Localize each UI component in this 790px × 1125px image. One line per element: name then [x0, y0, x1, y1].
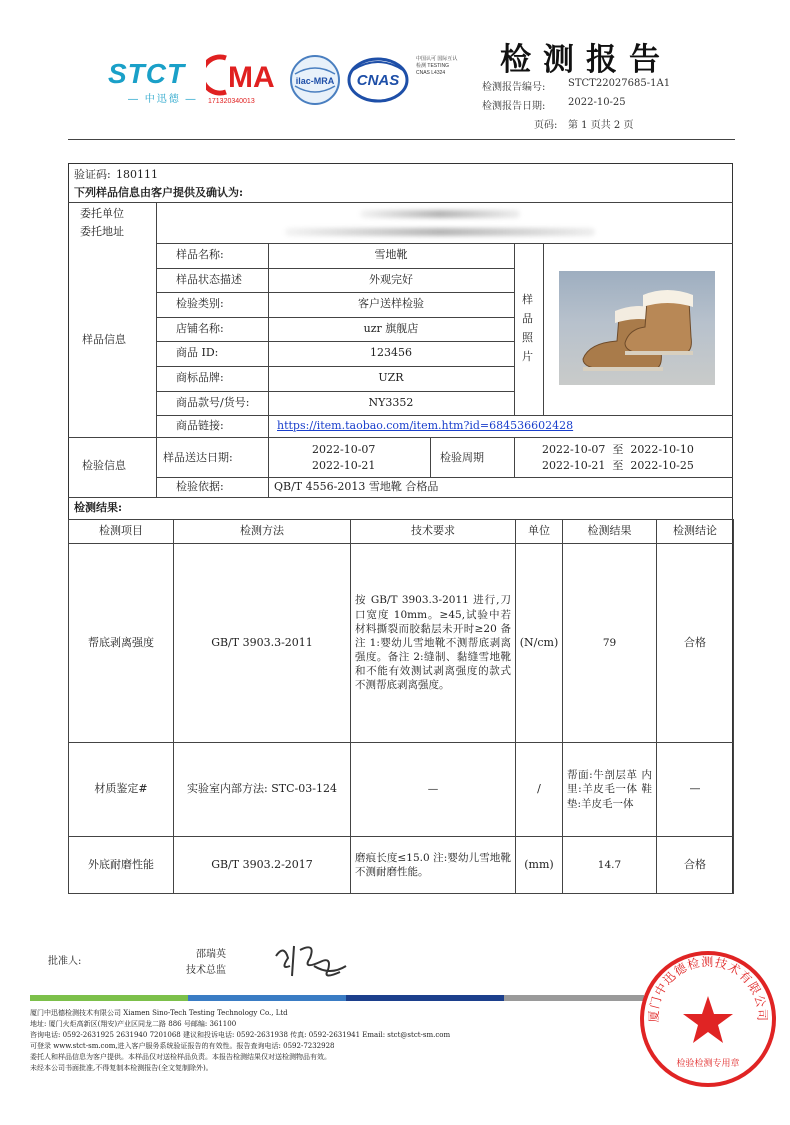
- results-cell-unit: /: [515, 742, 563, 837]
- divider: [68, 497, 733, 498]
- basis-value: QB/T 4556-2013 雪地靴 合格品: [274, 480, 439, 493]
- sample-field-label: 商标品牌:: [176, 371, 224, 384]
- footer-line: 未经本公司书面批准,不得复制本检测报告(全文复制除外)。: [30, 1064, 213, 1072]
- snow-boot-image: [559, 271, 715, 385]
- svg-text:检验检测专用章: 检验检测专用章: [676, 1059, 740, 1069]
- results-cell-result: 79: [562, 543, 657, 743]
- divider: [156, 391, 514, 392]
- report-title: 检测报告: [500, 42, 672, 78]
- results-header-cell: 单位: [515, 519, 563, 544]
- period-label: 检验周期: [440, 451, 484, 464]
- results-cell-requirement: 磨痕长度≤15.0 注:婴幼儿雪地靴不测耐磨性能。: [350, 836, 516, 894]
- sample-field-value: 外观完好: [369, 272, 413, 286]
- divider: [156, 202, 157, 437]
- page-label: 页码:: [534, 120, 558, 131]
- footer-line: 厦门中迅德检测技术有限公司 Xiamen Sino-Tech Testing Technology Co., Ltd: [30, 1009, 288, 1017]
- results-header-cell: 检测结论: [656, 519, 734, 544]
- divider: [156, 292, 514, 293]
- results-cell-item: 外底耐磨性能: [68, 836, 174, 894]
- divider: [514, 437, 515, 477]
- sample-field-label: 样品状态描述: [176, 272, 242, 286]
- report-no: STCT22027685-1A1: [568, 78, 671, 89]
- divider: [156, 317, 514, 318]
- results-header-cell: 检测项目: [68, 519, 174, 544]
- divider: [68, 202, 733, 203]
- footer-bar-gray: [504, 995, 644, 1001]
- sample-field-label: 商品 ID:: [176, 346, 219, 360]
- results-header-cell: 检测方法: [173, 519, 351, 544]
- divider: [156, 366, 514, 367]
- footer-bar-green: [30, 995, 188, 1001]
- results-cell-unit: (N/cm): [515, 543, 563, 743]
- sample-field-label: 店铺名称:: [176, 321, 224, 335]
- divider: [156, 268, 514, 269]
- period-1: 2022-10-07 至 2022-10-10: [542, 443, 694, 456]
- results-cell-requirement: 按 GB/T 3903.3-2011 进行,刀口宽度 10mm。≥45,试验中若材料撕裂而胶黏层未开时≥20 备注 1:婴幼儿雪地靴不测帮底剥离强度。备注 2:缝制、黏缝雪地靴和不能有效测试剥离强度的款式不测帮底剥离强度。: [350, 543, 516, 743]
- divider: [156, 477, 733, 478]
- send-date-1: 2022-10-07: [312, 443, 376, 456]
- divider: [156, 243, 733, 244]
- sample-info-label: 样品信息: [82, 333, 126, 346]
- divider: [156, 341, 514, 342]
- redacted-client-unit: [360, 210, 520, 218]
- results-cell-result: 14.7: [562, 836, 657, 894]
- results-cell-conclusion: —: [656, 742, 734, 837]
- period-2: 2022-10-21 至 2022-10-25: [542, 459, 694, 472]
- sample-field-value: 雪地靴: [374, 248, 408, 261]
- report-date: 2022-10-25: [568, 97, 626, 108]
- sample-field-value: uzr 旗舰店: [363, 321, 419, 335]
- results-header-cell: 检测结果: [562, 519, 657, 544]
- svg-text:ilac-MRA: ilac-MRA: [295, 76, 335, 86]
- section-sample-info-title: 下列样品信息由客户提供及确认为:: [74, 186, 244, 199]
- official-seal: [637, 948, 779, 1090]
- handwritten-signature: [270, 936, 350, 984]
- svg-text:厦门中迅德检测技术有限公司: 厦门中迅德检测技术有限公司: [646, 955, 770, 1023]
- sample-field-label: 样品名称:: [176, 248, 224, 261]
- client-address-label: 委托地址: [80, 225, 124, 238]
- results-cell-item: 材质鉴定#: [68, 742, 174, 837]
- results-cell-conclusion: 合格: [656, 836, 734, 894]
- results-cell-method: GB/T 3903.3-2011: [173, 543, 351, 743]
- send-date-label: 样品送达日期:: [163, 451, 233, 464]
- page-value: 第 1 页共 2 页: [568, 120, 634, 131]
- sample-photo: [559, 271, 715, 385]
- report-no-label: 检测报告编号:: [482, 82, 546, 93]
- inspection-info-label: 检验信息: [82, 459, 126, 472]
- approver-role: 技术总监: [186, 965, 226, 976]
- cma-number: 171320340013: [208, 98, 255, 105]
- sample-field-label: 检验类别:: [176, 297, 224, 311]
- cnas-testing-caption: 中国认可 国际互认 检测 TESTING CNAS L4324: [416, 56, 458, 76]
- sample-field-value: 客户送样检验: [358, 297, 424, 311]
- sample-field-value: NY3352: [368, 395, 414, 409]
- results-cell-method: 实验室内部方法: STC-03-124: [173, 742, 351, 837]
- divider: [268, 437, 269, 477]
- client-unit-label: 委托单位: [80, 207, 124, 220]
- verify-label: 验证码:: [74, 168, 111, 181]
- svg-text:CNAS: CNAS: [356, 72, 400, 89]
- sample-photo-label: 样品照片: [522, 293, 533, 363]
- divider: [543, 243, 544, 415]
- cma-logo: [206, 54, 280, 96]
- send-date-2: 2022-10-21: [312, 459, 376, 472]
- stct-logo-subtitle: — 中迅德 —: [128, 94, 198, 105]
- redacted-client-address: [285, 228, 595, 236]
- results-cell-unit: (mm): [515, 836, 563, 894]
- divider: [430, 437, 431, 477]
- sample-field-value: UZR: [378, 371, 404, 384]
- basis-label: 检验依据:: [176, 480, 224, 493]
- divider: [156, 415, 733, 416]
- divider: [268, 477, 269, 497]
- footer-line: 可登录 www.stct-sm.com,进入客户服务系统验证报告的有效性。报告查询电话: 0592-7232928: [30, 1042, 335, 1050]
- report-date-label: 检测报告日期:: [482, 101, 546, 112]
- sample-field-label: 商品款号/货号:: [176, 395, 250, 409]
- results-cell-result: 帮面:牛剖层革 内里:羊皮毛一体 鞋垫:羊皮毛一体: [562, 742, 657, 837]
- svg-text:MA: MA: [228, 61, 275, 94]
- footer-line: 咨询电话: 0592-2631925 2631940 7201068 建议和投诉电话: 0592-2631938 传真: 0592-2631941 Email: stct@stct-sm.com: [30, 1031, 451, 1039]
- results-cell-conclusion: 合格: [656, 543, 734, 743]
- footer-bar-blue: [188, 995, 346, 1001]
- ilac-mra-logo: [289, 54, 341, 106]
- results-header-cell: 技术要求: [350, 519, 516, 544]
- approver-label: 批准人:: [48, 956, 82, 967]
- results-cell-item: 帮底剥离强度: [68, 543, 174, 743]
- approver-name: 邵瑞英: [196, 949, 226, 960]
- product-link[interactable]: https://item.taobao.com/item.htm?id=684536602428: [277, 419, 574, 432]
- results-cell-requirement: —: [350, 742, 516, 837]
- footer-bar-navy: [346, 995, 504, 1001]
- divider: [268, 243, 269, 437]
- stct-logo: STCT: [108, 58, 186, 89]
- footer-line: 地址: 厦门火炬高新区(翔安)产业区同龙二路 886 号邮编: 361100: [30, 1020, 237, 1028]
- divider: [514, 243, 515, 415]
- divider: [156, 437, 157, 497]
- header-divider: [68, 139, 735, 140]
- sample-field-value: 123456: [370, 346, 412, 360]
- product-link-label: 商品链接:: [176, 419, 224, 432]
- footer-line: 委托人和样品信息为客户提供。本样品仅对送检样品负责。本报告检测结果仅对送检测物品有效。: [30, 1053, 331, 1061]
- results-title: 检测结果:: [74, 501, 123, 514]
- divider: [68, 437, 733, 438]
- cnas-logo: [347, 56, 409, 104]
- results-cell-method: GB/T 3903.2-2017: [173, 836, 351, 894]
- verify-code: 180111: [116, 168, 158, 181]
